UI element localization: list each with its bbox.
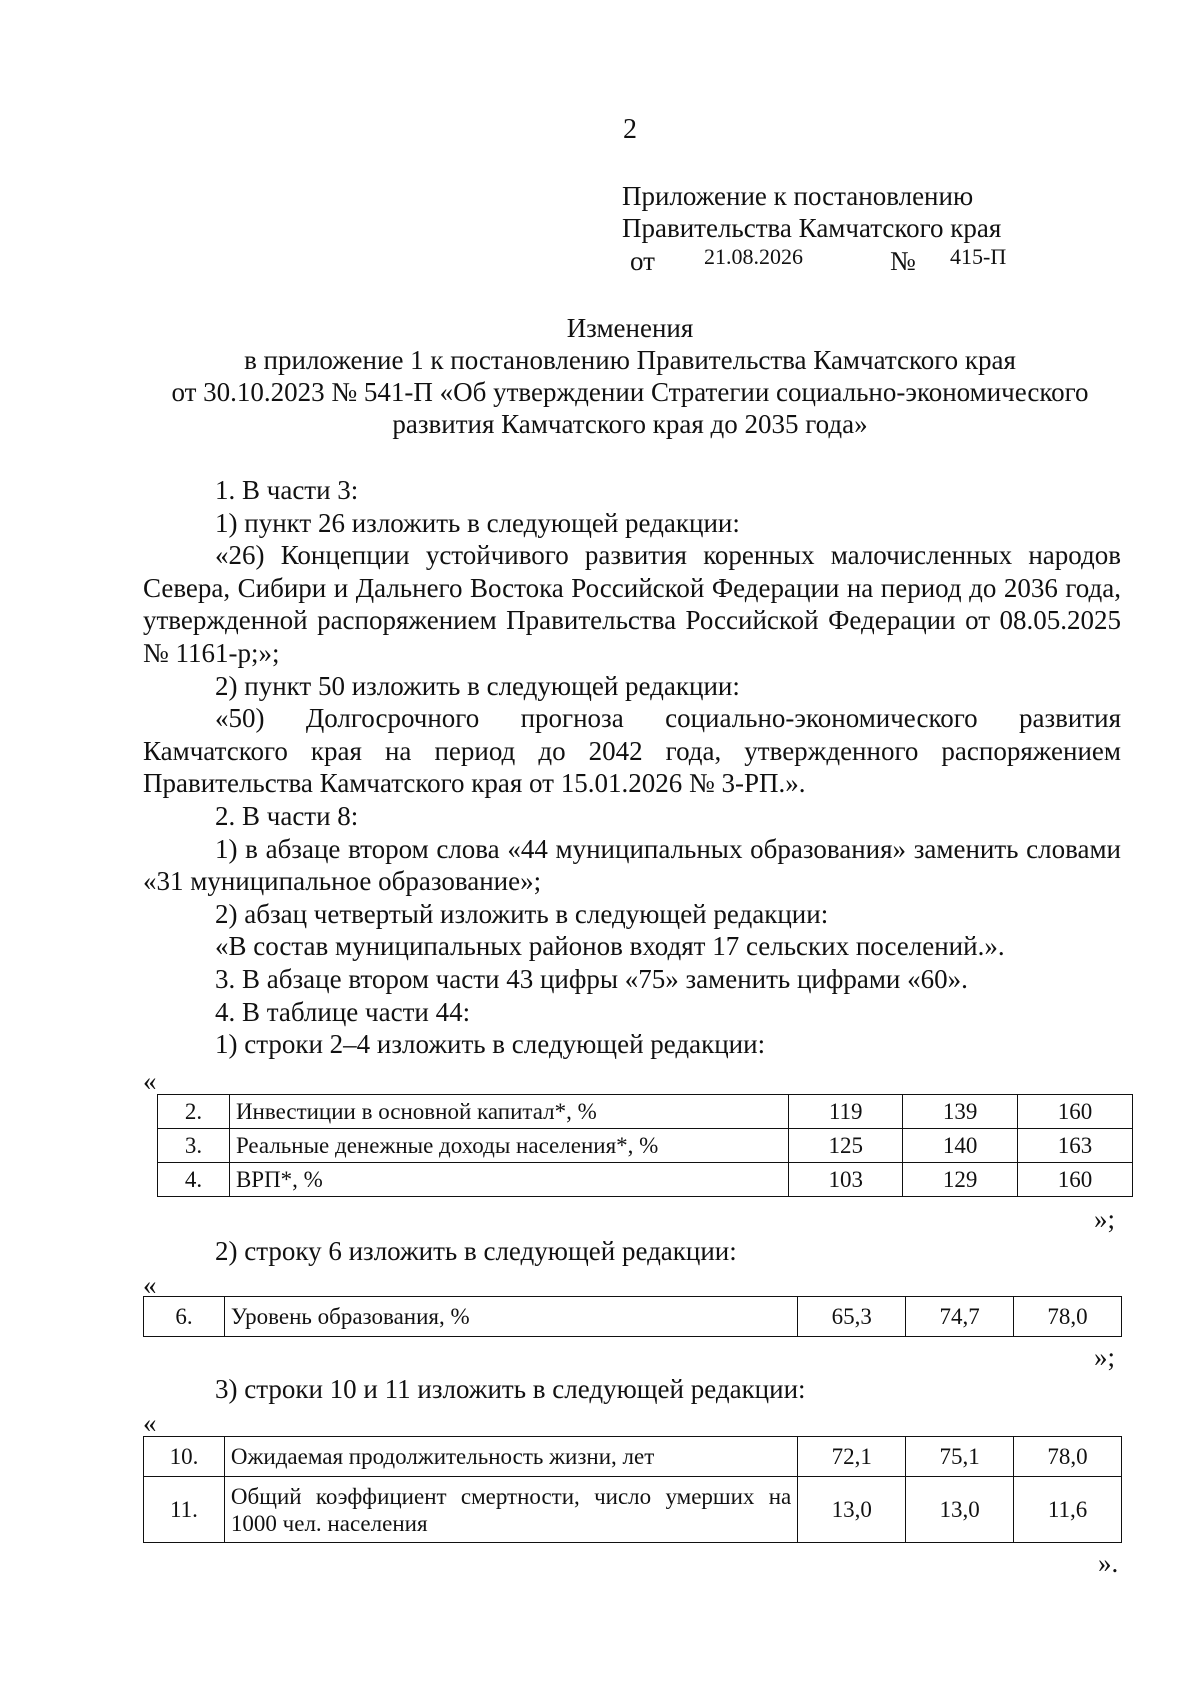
appendix-header bbox=[622, 180, 1001, 244]
row-number: 3. bbox=[158, 1129, 230, 1163]
paragraph: «50) Долгосрочного прогноза социально-экономического развития Камчатского края на период до 2042 года, утвержденного распоряжением Правительства Камчатского края от 15.01.2026 № 3-РП.». bbox=[143, 703, 1121, 799]
table-rows-10-11 bbox=[143, 1436, 1122, 1543]
quote-open-3: « bbox=[143, 1408, 157, 1438]
table-row bbox=[158, 1163, 1133, 1197]
paragraph: 3. В абзаце втором части 43 цифры «75» заменить цифрами «60». bbox=[215, 963, 968, 994]
quote-close-2: »; bbox=[1094, 1342, 1116, 1372]
row-number: 6. bbox=[144, 1297, 225, 1337]
quote-open-2: « bbox=[143, 1270, 157, 1300]
quote-close-3: ». bbox=[1098, 1548, 1119, 1578]
title-line-4: развития Камчатского края до 2035 года» bbox=[392, 409, 868, 439]
document-body bbox=[143, 474, 1121, 1061]
paragraph: 2) абзац четвертый изложить в следующей редакции: bbox=[215, 898, 829, 929]
appendix-line-1: Приложение к постановлению bbox=[622, 181, 974, 211]
appendix-number: 415-П bbox=[950, 244, 1007, 269]
indicator-name: ВРП*, % bbox=[229, 1163, 788, 1197]
page-number: 2 bbox=[623, 114, 637, 145]
quote-close-1: »; bbox=[1094, 1204, 1116, 1234]
paragraph: «В состав муниципальных районов входят 17 сельских поселений.». bbox=[215, 931, 1005, 962]
value-cell: 13,0 bbox=[906, 1477, 1014, 1543]
paragraph: 2) пункт 50 изложить в следующей редакции: bbox=[215, 670, 740, 701]
value-cell: 139 bbox=[903, 1095, 1018, 1129]
paragraph: 2. В части 8: bbox=[215, 800, 359, 831]
value-cell: 160 bbox=[1018, 1095, 1133, 1129]
value-cell: 163 bbox=[1018, 1129, 1133, 1163]
value-cell: 13,0 bbox=[798, 1477, 906, 1543]
paragraph: 1) в абзаце втором слова «44 муниципальных образования» заменить словами «31 муниципальное образование»; bbox=[143, 833, 1121, 897]
paragraph: 1) пункт 26 изложить в следующей редакции: bbox=[215, 507, 740, 538]
table-rows-2-4 bbox=[157, 1094, 1133, 1197]
indicator-name: Реальные денежные доходы населения*, % bbox=[229, 1129, 788, 1163]
value-cell: 78,0 bbox=[1014, 1437, 1122, 1477]
value-cell: 72,1 bbox=[798, 1437, 906, 1477]
instruction-rows-10-11: 3) строки 10 и 11 изложить в следующей редакции: bbox=[215, 1374, 806, 1404]
appendix-from-label: от bbox=[630, 246, 655, 276]
quote-open-1: « bbox=[143, 1066, 157, 1096]
table-row bbox=[158, 1129, 1133, 1163]
paragraph: 4. В таблице части 44: bbox=[215, 996, 471, 1027]
appendix-line-2: Правительства Камчатского края bbox=[622, 213, 1002, 243]
value-cell: 78,0 bbox=[1014, 1297, 1122, 1337]
value-cell: 160 bbox=[1018, 1163, 1133, 1197]
table-row bbox=[158, 1095, 1133, 1129]
paragraph: 1) строки 2–4 изложить в следующей редакции: bbox=[215, 1029, 766, 1060]
value-cell: 11,6 bbox=[1014, 1477, 1122, 1543]
row-number: 2. bbox=[158, 1095, 230, 1129]
title-line-3: от 30.10.2023 № 541-П «Об утверждении Стратегии социально-экономического bbox=[171, 377, 1089, 407]
indicator-name: Уровень образования, % bbox=[224, 1297, 797, 1337]
value-cell: 125 bbox=[789, 1129, 903, 1163]
indicator-name: Общий коэффициент смертности, число умерших на 1000 чел. населения bbox=[224, 1477, 797, 1543]
table-row-6 bbox=[143, 1296, 1122, 1337]
table-row bbox=[144, 1477, 1122, 1543]
value-cell: 140 bbox=[903, 1129, 1018, 1163]
document-title bbox=[0, 312, 1200, 440]
value-cell: 103 bbox=[789, 1163, 903, 1197]
title-line-1: Изменения bbox=[566, 313, 694, 343]
table-row bbox=[144, 1437, 1122, 1477]
row-number: 11. bbox=[144, 1477, 225, 1543]
value-cell: 129 bbox=[903, 1163, 1018, 1197]
value-cell: 75,1 bbox=[906, 1437, 1014, 1477]
paragraph: «26) Концепции устойчивого развития коренных малочисленных народов Севера, Сибири и Дальнего Востока Российской Федерации на период до 2036 года, утвержденной распоряжением Правительства Российской Федерации от 08.05.2025 № 1161-р;»; bbox=[143, 540, 1121, 668]
value-cell: 74,7 bbox=[906, 1297, 1014, 1337]
value-cell: 119 bbox=[789, 1095, 903, 1129]
instruction-row-6: 2) строку 6 изложить в следующей редакции: bbox=[215, 1236, 737, 1266]
value-cell: 65,3 bbox=[798, 1297, 906, 1337]
appendix-number-label: № bbox=[890, 246, 916, 276]
paragraph: 1. В части 3: bbox=[215, 475, 359, 505]
table-row bbox=[144, 1297, 1122, 1337]
indicator-name: Ожидаемая продолжительность жизни, лет bbox=[224, 1437, 797, 1477]
row-number: 4. bbox=[158, 1163, 230, 1197]
appendix-date: 21.08.2026 bbox=[704, 244, 803, 269]
row-number: 10. bbox=[144, 1437, 225, 1477]
title-line-2: в приложение 1 к постановлению Правительства Камчатского края bbox=[244, 345, 1016, 375]
indicator-name: Инвестиции в основной капитал*, % bbox=[229, 1095, 788, 1129]
